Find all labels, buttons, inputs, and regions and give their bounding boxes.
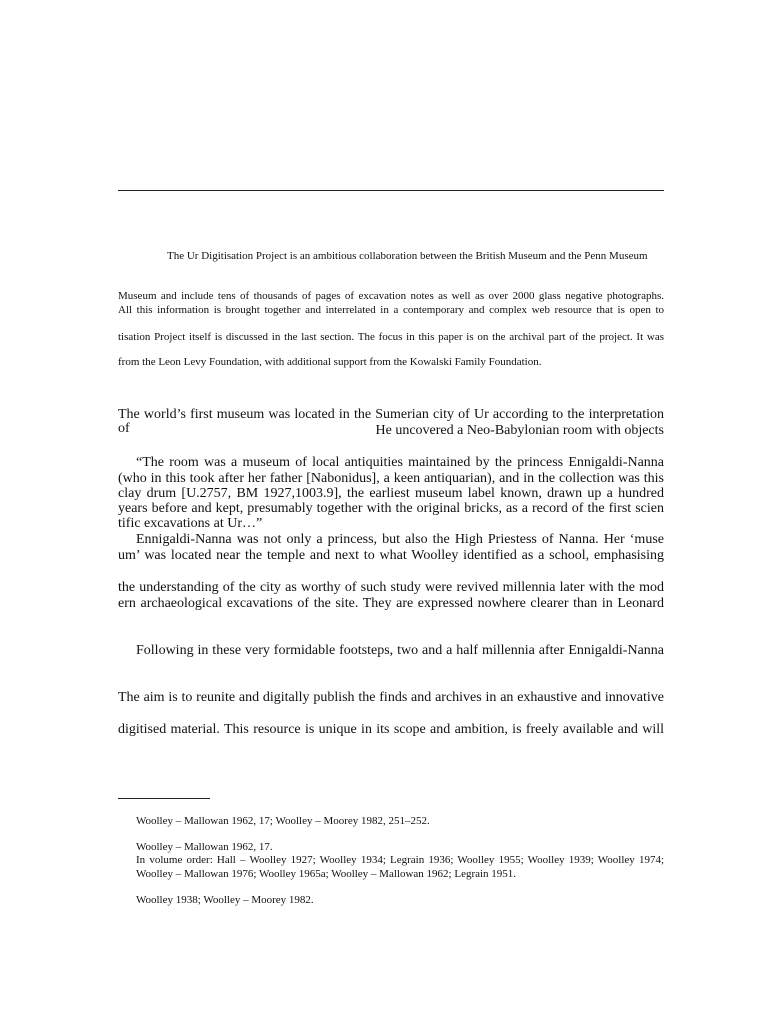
- body-line: The world’s first museum was located in the Sumerian city of Ur according to the interpretation of: [118, 407, 664, 436]
- quote-line: “The room was a museum of local antiquities maintained by the princess Ennigaldi-Nanna: [136, 455, 664, 470]
- footnote-line: Woolley – Mallowan 1976; Woolley 1965a; Woolley – Mallowan 1962; Legrain 1951.: [136, 868, 517, 880]
- footnote-line: Woolley – Mallowan 1962, 17.: [136, 841, 273, 853]
- footnote-line: Woolley 1938; Woolley – Moorey 1982.: [136, 894, 314, 906]
- quote-line: tific excavations at Ur…”: [118, 516, 263, 531]
- body-line: The aim is to reunite and digitally publish the finds and archives in an exhaustive and innovative: [118, 690, 664, 705]
- quote-line: clay drum [U.2757, BM 1927,1003.9], the earliest museum label known, drawn up a hundred: [118, 486, 664, 501]
- footnote-line: In volume order: Hall – Woolley 1927; Woolley 1934; Legrain 1936; Woolley 1955; Woolley 1939; Woolley 1974;: [136, 854, 664, 866]
- footnote-rule: [118, 798, 210, 799]
- abstract-line: All this information is brought together and interrelated in a contemporary and complex web resource that is open to: [118, 304, 664, 316]
- quote-line: (who in this took after her father [Nabonidus], a keen antiquarian), and in the collection was this: [118, 471, 664, 486]
- abstract-line: tisation Project itself is discussed in the last section. The focus in this paper is on the archival part of the project. It was: [118, 331, 664, 343]
- body-line: digitised material. This resource is unique in its scope and ambition, is freely available and will: [118, 722, 664, 737]
- body-line: Ennigaldi-Nanna was not only a princess, but also the High Priestess of Nanna. Her ‘muse: [136, 532, 664, 547]
- footnote-line: Woolley – Mallowan 1962, 17; Woolley – Moorey 1982, 251–252.: [136, 815, 430, 827]
- body-line: ern archaeological excavations of the site. They are expressed nowhere clearer than in Leonard: [118, 596, 664, 611]
- body-line: He uncovered a Neo-Babylonian room with objects: [375, 423, 664, 438]
- quote-line: years before and kept, presumably together with the original bricks, as a record of the first scien: [118, 501, 664, 516]
- abstract-line: The Ur Digitisation Project is an ambitious collaboration between the British Museum and the Penn Museum: [167, 250, 648, 262]
- abstract-line: from the Leon Levy Foundation, with additional support from the Kowalski Family Foundation.: [118, 356, 542, 368]
- header-rule: [118, 190, 664, 191]
- body-line: um’ was located near the temple and next to what Woolley identified as a school, emphasising: [118, 548, 664, 563]
- body-line: the understanding of the city as worthy of such study were revived millennia later with the mod: [118, 580, 664, 595]
- body-line: Following in these very formidable footsteps, two and a half millennia after Ennigaldi-Nanna: [136, 643, 664, 658]
- abstract-line: Museum and include tens of thousands of pages of excavation notes as well as over 2000 glass negative photographs.: [118, 290, 664, 302]
